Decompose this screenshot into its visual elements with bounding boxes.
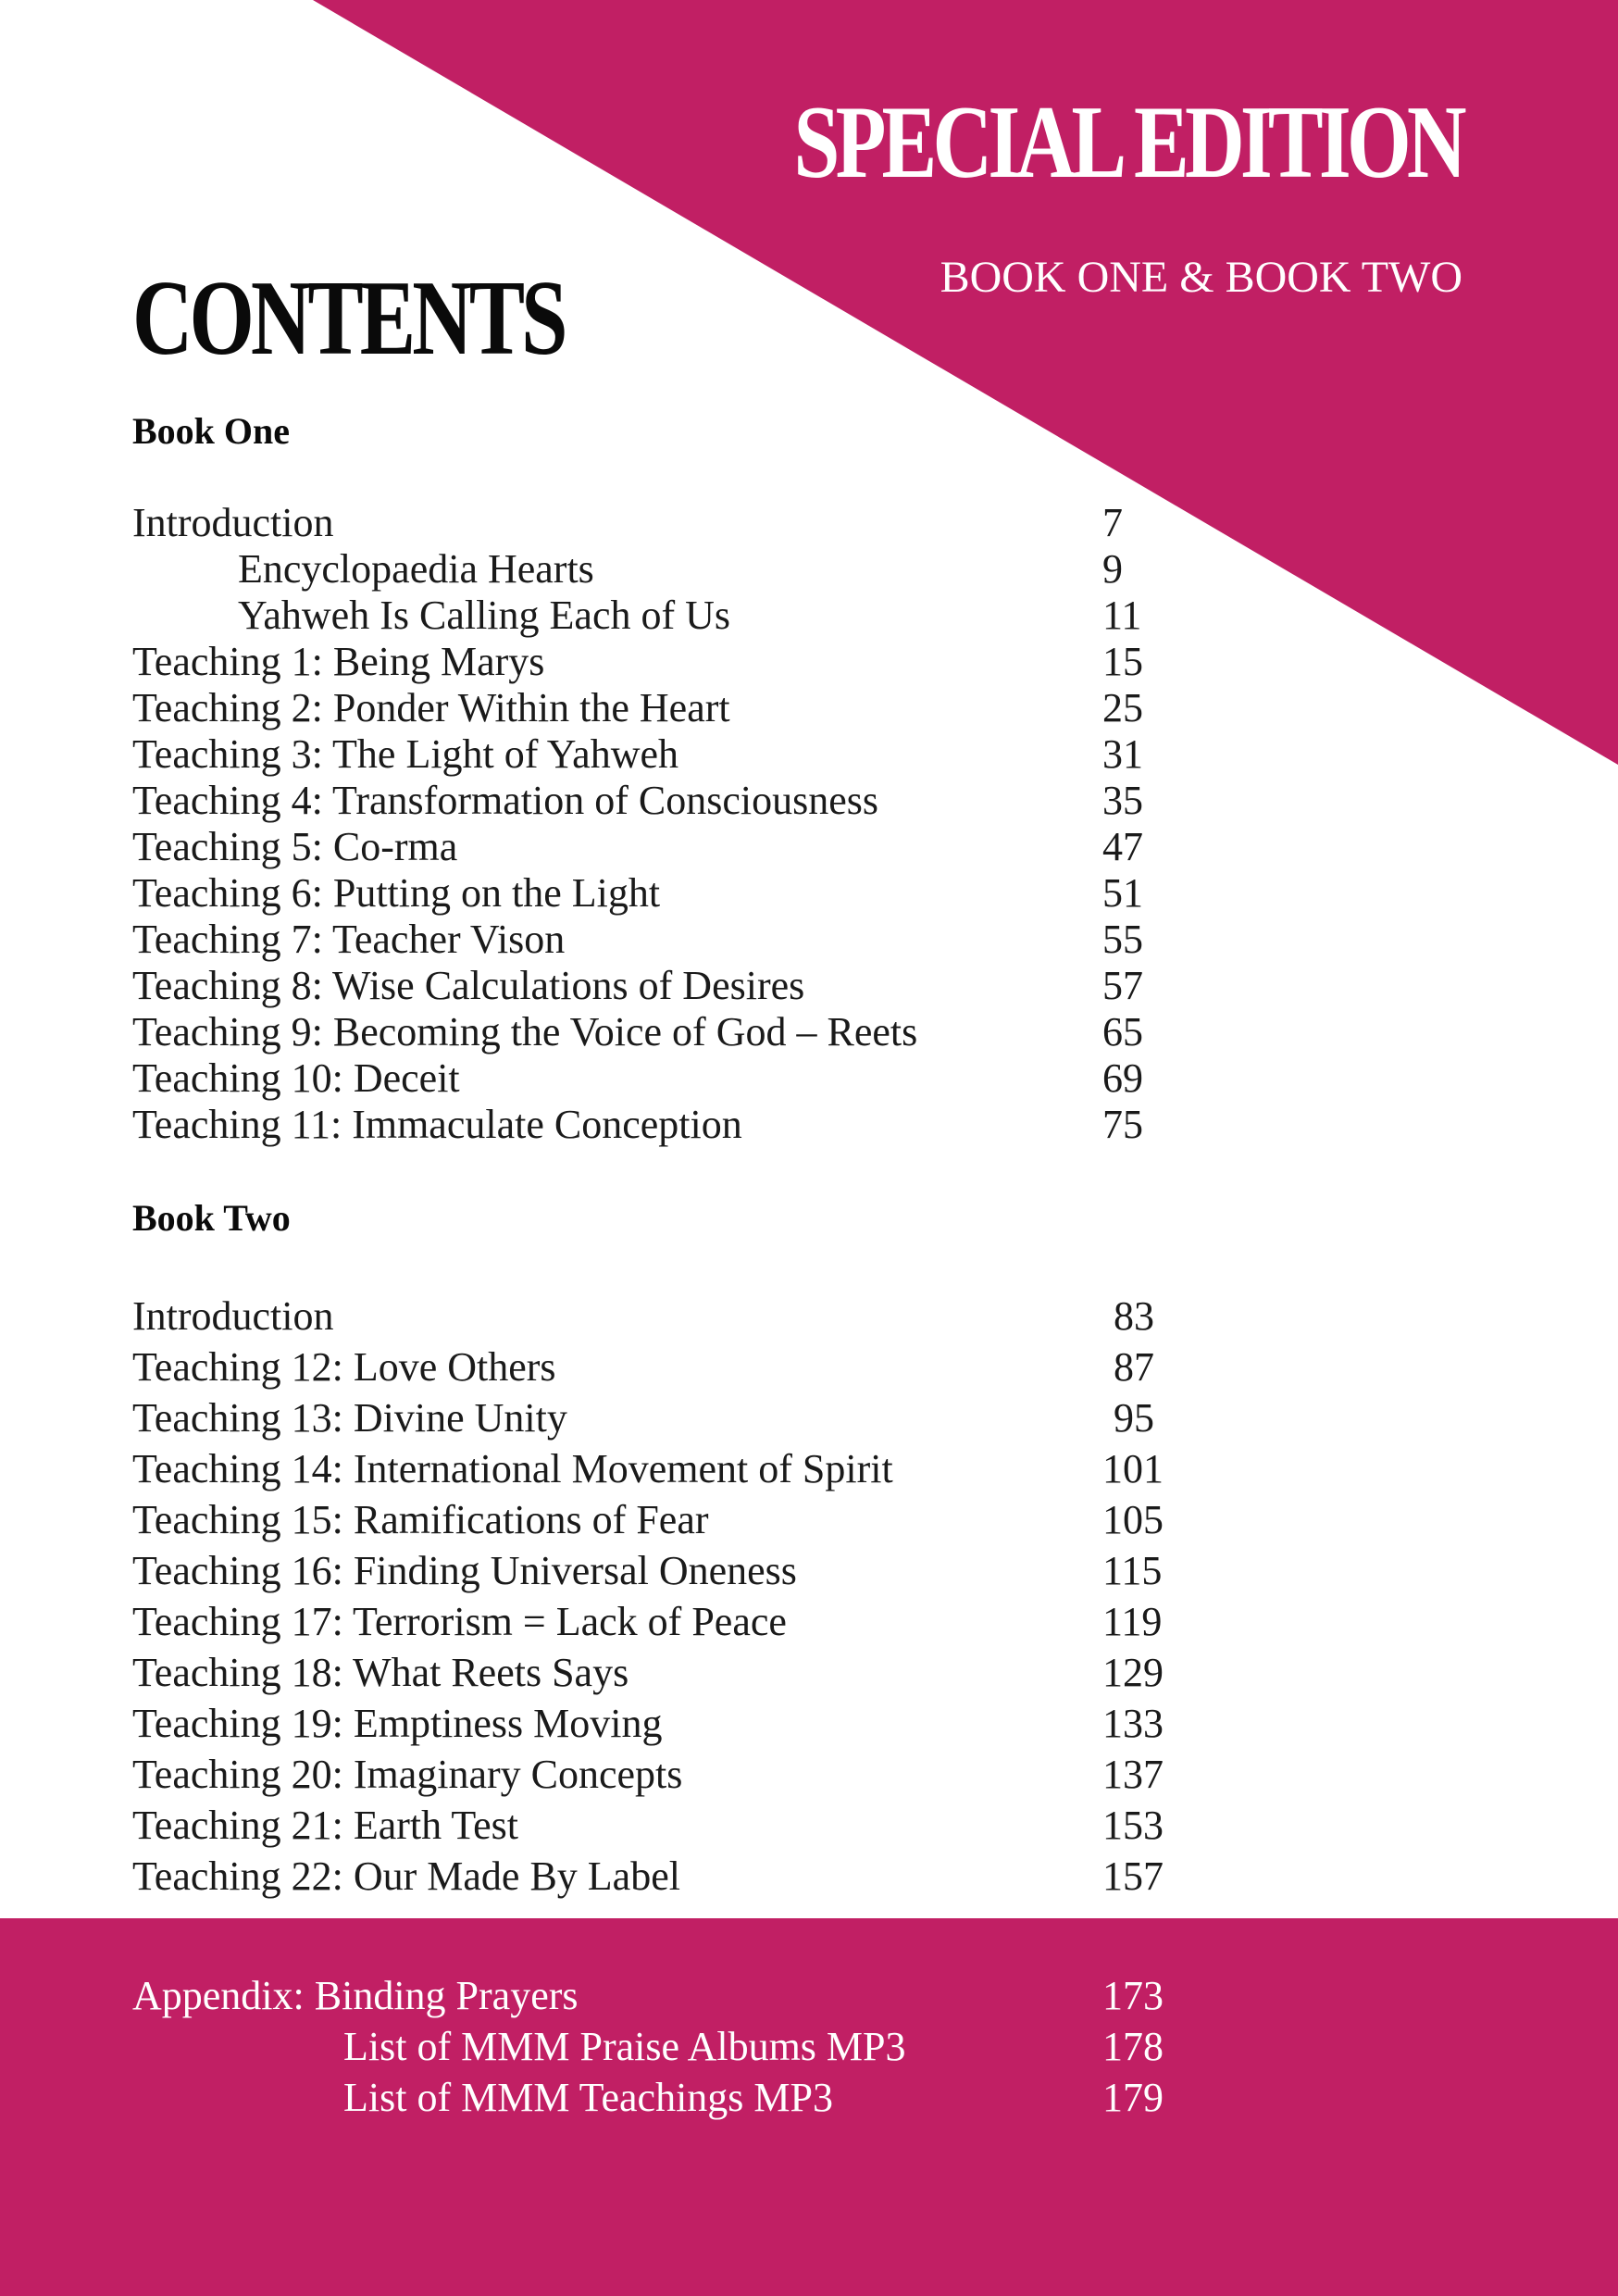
toc-entry-label: Teaching 7: Teacher Vison bbox=[132, 917, 566, 962]
toc-entry[interactable] bbox=[132, 917, 1243, 963]
appendix-toc bbox=[132, 1970, 1243, 2123]
toc-entry[interactable] bbox=[132, 685, 1243, 731]
toc-entry-page: 51 bbox=[1102, 870, 1143, 916]
toc-entry-page: 25 bbox=[1102, 685, 1143, 730]
toc-entry-page: 129 bbox=[1102, 1650, 1164, 1695]
toc-entry-page: 55 bbox=[1102, 917, 1143, 962]
toc-entry-page: 15 bbox=[1102, 639, 1143, 684]
toc-entry[interactable] bbox=[132, 546, 1243, 593]
toc-entry[interactable] bbox=[132, 500, 1243, 546]
toc-entry[interactable] bbox=[132, 1291, 1243, 1341]
toc-entry[interactable] bbox=[132, 824, 1243, 870]
edition-title: SPECIAL EDITION bbox=[793, 85, 1462, 200]
toc-entry-page: 57 bbox=[1102, 963, 1143, 1008]
toc-entry-page: 179 bbox=[1102, 2075, 1164, 2120]
toc-entry-page: 69 bbox=[1102, 1055, 1143, 1101]
toc-entry-page: 105 bbox=[1102, 1497, 1164, 1542]
toc-entry-page: 31 bbox=[1102, 731, 1143, 777]
toc-entry-page: 101 bbox=[1102, 1446, 1164, 1491]
toc-entry-label: Introduction bbox=[132, 1293, 334, 1339]
toc-entry[interactable] bbox=[132, 593, 1243, 639]
toc-entry-label: Teaching 10: Deceit bbox=[132, 1055, 460, 1101]
toc-entry-label: Yahweh Is Calling Each of Us bbox=[238, 593, 731, 638]
toc-entry-page: 35 bbox=[1102, 778, 1143, 823]
toc-entry[interactable] bbox=[132, 1443, 1243, 1494]
toc-entry-page: 95 bbox=[1114, 1395, 1154, 1441]
toc-entry-label: Teaching 19: Emptiness Moving bbox=[132, 1701, 663, 1746]
contents-title: CONTENTS bbox=[132, 259, 565, 378]
toc-entry[interactable] bbox=[132, 1851, 1243, 1902]
toc-entry[interactable] bbox=[132, 2021, 1243, 2072]
toc-entry-label: Teaching 20: Imaginary Concepts bbox=[132, 1752, 683, 1797]
toc-entry-page: 83 bbox=[1114, 1293, 1154, 1339]
toc-entry[interactable] bbox=[132, 778, 1243, 824]
toc-entry-page: 173 bbox=[1102, 1973, 1164, 2018]
toc-entry[interactable] bbox=[132, 2072, 1243, 2123]
toc-entry-page: 115 bbox=[1102, 1548, 1163, 1593]
toc-entry-page: 119 bbox=[1102, 1599, 1163, 1644]
toc-entry[interactable] bbox=[132, 1970, 1243, 2021]
toc-entry[interactable] bbox=[132, 1009, 1243, 1055]
toc-entry-page: 137 bbox=[1102, 1752, 1164, 1797]
toc-entry-label: Teaching 15: Ramifications of Fear bbox=[132, 1497, 709, 1542]
toc-entry-page: 9 bbox=[1102, 546, 1123, 592]
toc-entry-page: 133 bbox=[1102, 1701, 1164, 1746]
toc-entry-label: Teaching 11: Immaculate Conception bbox=[132, 1102, 742, 1147]
toc-entry-page: 47 bbox=[1102, 824, 1143, 869]
toc-entry[interactable] bbox=[132, 1055, 1243, 1102]
toc-entry[interactable] bbox=[132, 639, 1243, 685]
toc-entry[interactable] bbox=[132, 1596, 1243, 1647]
toc-entry-label: List of MMM Praise Albums MP3 bbox=[343, 2024, 906, 2069]
toc-entry-label: List of MMM Teachings MP3 bbox=[343, 2075, 834, 2120]
toc-entry[interactable] bbox=[132, 1494, 1243, 1545]
toc-entry-label: Introduction bbox=[132, 500, 334, 545]
book-one-heading: Book One bbox=[132, 410, 291, 452]
toc-entry-label: Teaching 8: Wise Calculations of Desires bbox=[132, 963, 805, 1008]
toc-entry-page: 11 bbox=[1102, 593, 1142, 638]
toc-entry[interactable] bbox=[132, 1341, 1243, 1392]
toc-entry[interactable] bbox=[132, 1749, 1243, 1800]
toc-entry-page: 75 bbox=[1102, 1102, 1143, 1147]
toc-entry-page: 7 bbox=[1102, 500, 1123, 545]
toc-entry[interactable] bbox=[132, 1545, 1243, 1596]
toc-entry-label: Teaching 3: The Light of Yahweh bbox=[132, 731, 679, 777]
toc-entry-page: 178 bbox=[1102, 2024, 1164, 2069]
toc-entry[interactable] bbox=[132, 1800, 1243, 1851]
toc-entry-label: Teaching 22: Our Made By Label bbox=[132, 1853, 680, 1899]
book-two-heading: Book Two bbox=[132, 1197, 291, 1239]
edition-subtitle: BOOK ONE & BOOK TWO bbox=[940, 253, 1462, 302]
toc-entry-label: Teaching 18: What Reets Says bbox=[132, 1650, 629, 1695]
toc-entry[interactable] bbox=[132, 1647, 1243, 1698]
toc-entry-label: Teaching 2: Ponder Within the Heart bbox=[132, 685, 730, 730]
toc-entry-label: Teaching 4: Transformation of Consciousness bbox=[132, 778, 878, 823]
toc-entry[interactable] bbox=[132, 1392, 1243, 1443]
toc-entry-label: Teaching 5: Co-rma bbox=[132, 824, 458, 869]
toc-entry-page: 87 bbox=[1114, 1344, 1154, 1390]
toc-entry[interactable] bbox=[132, 870, 1243, 917]
toc-entry[interactable] bbox=[132, 963, 1243, 1009]
toc-entry-label: Teaching 9: Becoming the Voice of God – Reets bbox=[132, 1009, 918, 1054]
toc-entry-label: Teaching 16: Finding Universal Oneness bbox=[132, 1548, 797, 1593]
toc-entry-label: Teaching 14: International Movement of Spirit bbox=[132, 1446, 893, 1491]
book-two-toc bbox=[132, 1291, 1243, 1902]
toc-entry-label: Teaching 17: Terrorism = Lack of Peace bbox=[132, 1599, 787, 1644]
toc-entry-label: Teaching 6: Putting on the Light bbox=[132, 870, 661, 916]
toc-entry-label: Teaching 21: Earth Test bbox=[132, 1803, 519, 1848]
toc-entry-label: Teaching 12: Love Others bbox=[132, 1344, 556, 1390]
toc-entry-page: 153 bbox=[1102, 1803, 1164, 1848]
toc-entry-label: Teaching 1: Being Marys bbox=[132, 639, 545, 684]
toc-entry[interactable] bbox=[132, 1698, 1243, 1749]
toc-entry[interactable] bbox=[132, 1102, 1243, 1148]
toc-entry[interactable] bbox=[132, 731, 1243, 778]
toc-entry-page: 65 bbox=[1102, 1009, 1143, 1054]
toc-entry-label: Teaching 13: Divine Unity bbox=[132, 1395, 567, 1441]
toc-entry-page: 157 bbox=[1102, 1853, 1164, 1899]
book-one-toc bbox=[132, 500, 1243, 1148]
toc-entry-label: Appendix: Binding Prayers bbox=[132, 1973, 579, 2018]
toc-entry-label: Encyclopaedia Hearts bbox=[238, 546, 594, 592]
